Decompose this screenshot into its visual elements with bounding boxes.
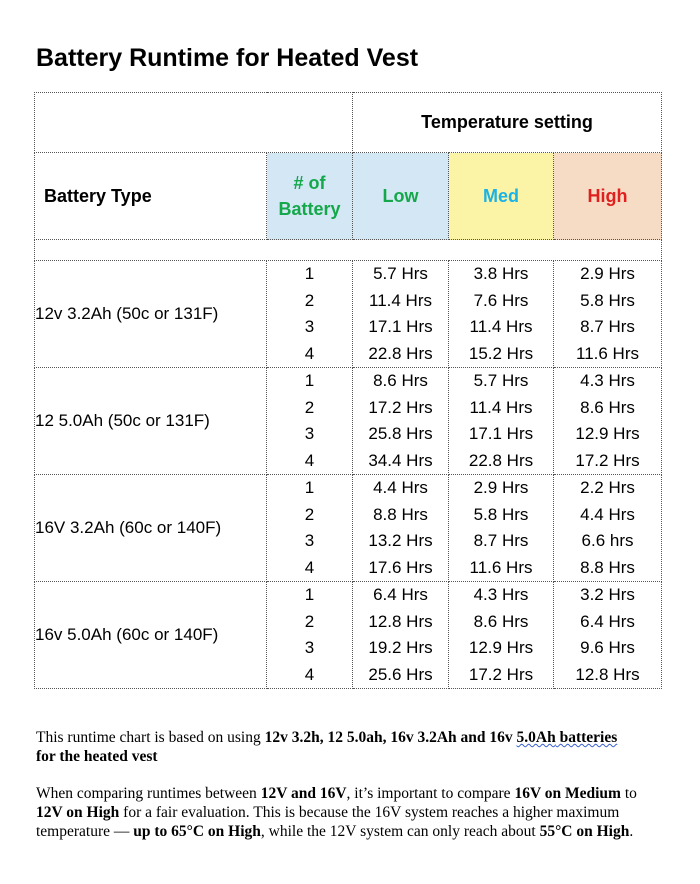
comparison-note	[36, 784, 664, 841]
runtime-value: 8.7 Hrs	[473, 531, 529, 550]
med-header: Med	[449, 153, 554, 240]
battery-count-cell	[267, 261, 353, 368]
count-value: 3	[304, 638, 315, 657]
temperature-header-row	[35, 93, 662, 153]
runtime-value: 11.6 Hrs	[469, 557, 533, 577]
med-runtime-cell	[449, 475, 554, 582]
runtime-value: 8.8 Hrs	[580, 557, 635, 577]
runtime-value: 7.6 Hrs	[473, 290, 529, 310]
runtime-basis-note	[36, 728, 664, 766]
runtime-value: 8.7 Hrs	[580, 317, 635, 336]
table-row	[35, 582, 662, 689]
battery-count-cell	[267, 368, 353, 475]
table-row	[35, 261, 662, 368]
high-runtime-cell	[554, 261, 662, 368]
battery-count-header	[267, 153, 353, 240]
battery-type-cell: 16v 5.0Ah (60c or 140F)	[35, 582, 267, 689]
high-runtime-cell	[554, 582, 662, 689]
runtime-value: 17.2 Hrs	[575, 450, 640, 470]
count-value: 4	[304, 450, 315, 470]
battery-type-cell: 12 5.0Ah (50c or 131F)	[35, 368, 267, 475]
count-value: 2	[304, 397, 315, 417]
note-bold-text: 55°C on High	[539, 823, 630, 840]
runtime-value: 9.6 Hrs	[580, 638, 635, 657]
note-text: for a fair evaluation. This is because the 16V system reaches a higher maximum temperature —	[36, 804, 620, 840]
runtime-value: 6.6 hrs	[581, 531, 634, 550]
note-text: When comparing runtimes between	[36, 785, 261, 802]
count-value: 2	[304, 504, 315, 524]
runtime-value: 22.8 Hrs	[368, 343, 433, 363]
high-header: High	[554, 153, 662, 240]
blank-corner-cell	[35, 93, 353, 153]
runtime-value: 11.4 Hrs	[369, 290, 432, 310]
count-value: 3	[304, 317, 315, 336]
count-value: 2	[304, 611, 315, 631]
spacer-cell	[35, 240, 662, 261]
med-runtime-cell	[449, 368, 554, 475]
count-value: 1	[304, 371, 315, 390]
runtime-value: 25.6 Hrs	[368, 664, 433, 684]
count-value: 3	[304, 531, 315, 550]
med-runtime-cell	[449, 261, 554, 368]
low-runtime-cell	[353, 475, 449, 582]
runtime-value: 8.8 Hrs	[373, 504, 428, 524]
count-value: 4	[304, 557, 315, 577]
battery-count-cell	[267, 475, 353, 582]
note-bold-text: 12V on High	[36, 804, 120, 821]
note-bold-text-spellcheck: batteries	[555, 729, 618, 746]
count-value: 2	[304, 290, 315, 310]
note-text: .	[629, 823, 634, 840]
count-value: 1	[304, 264, 315, 283]
note-bold-text: up to 65°C on High	[133, 823, 261, 840]
runtime-value: 11.4 Hrs	[469, 397, 533, 417]
runtime-value: 17.6 Hrs	[368, 557, 433, 577]
runtime-value: 11.6 Hrs	[576, 343, 639, 363]
runtime-value: 4.4 Hrs	[373, 478, 428, 497]
runtime-value: 11.4 Hrs	[469, 317, 533, 336]
runtime-value: 25.8 Hrs	[368, 424, 433, 443]
note-text: to	[620, 785, 637, 802]
runtime-value: 12.8 Hrs	[575, 664, 640, 684]
high-runtime-cell	[554, 475, 662, 582]
runtime-value: 6.4 Hrs	[373, 585, 428, 604]
runtime-value: 34.4 Hrs	[368, 450, 433, 470]
high-runtime-cell	[554, 368, 662, 475]
runtime-value: 5.7 Hrs	[473, 371, 529, 390]
runtime-value: 3.2 Hrs	[580, 585, 635, 604]
note-bold-text-spellcheck: 5.0Ah	[516, 729, 556, 746]
runtime-value: 6.4 Hrs	[580, 611, 635, 631]
runtime-value: 12.8 Hrs	[368, 611, 433, 631]
temperature-setting-header: Temperature setting	[353, 93, 662, 153]
count-value: 4	[304, 343, 315, 363]
count-value: 3	[304, 424, 315, 443]
runtime-value: 8.6 Hrs	[580, 397, 635, 417]
page-title: Battery Runtime for Heated Vest	[36, 44, 419, 72]
runtime-table	[34, 92, 662, 689]
runtime-value: 17.2 Hrs	[468, 664, 534, 684]
note-bold-text: 12v 3.2h, 12 5.0ah, 16v 3.2Ah and 16v	[264, 729, 517, 746]
runtime-value: 2.9 Hrs	[580, 264, 635, 283]
runtime-value: 2.2 Hrs	[580, 478, 635, 497]
runtime-value: 22.8 Hrs	[468, 450, 534, 470]
runtime-value: 13.2 Hrs	[368, 531, 433, 550]
battery-count-header-line2: Battery	[278, 199, 341, 219]
battery-count-header-line1: # of	[293, 173, 326, 193]
runtime-value: 8.6 Hrs	[473, 611, 529, 631]
note-bold-text: for the heated vest	[36, 748, 158, 765]
count-value: 1	[304, 585, 315, 604]
runtime-value: 17.1 Hrs	[468, 424, 534, 443]
table-row	[35, 475, 662, 582]
battery-type-cell: 16V 3.2Ah (60c or 140F)	[35, 475, 267, 582]
runtime-value: 4.4 Hrs	[580, 504, 635, 524]
note-text: , while the 12V system can only reach about	[260, 823, 540, 840]
runtime-value: 4.3 Hrs	[580, 371, 635, 390]
low-runtime-cell	[353, 261, 449, 368]
runtime-value: 17.2 Hrs	[368, 397, 433, 417]
count-value: 4	[304, 664, 315, 684]
battery-count-cell	[267, 582, 353, 689]
spacer-row	[35, 240, 662, 261]
runtime-value: 3.8 Hrs	[473, 264, 529, 283]
runtime-value: 12.9 Hrs	[575, 424, 640, 443]
runtime-value: 15.2 Hrs	[468, 343, 534, 363]
note-bold-text: 16V on Medium	[514, 785, 621, 802]
battery-type-header: Battery Type	[35, 153, 267, 240]
low-runtime-cell	[353, 368, 449, 475]
runtime-value: 8.6 Hrs	[373, 371, 428, 390]
table-row	[35, 368, 662, 475]
runtime-value: 17.1 Hrs	[368, 317, 433, 336]
low-runtime-cell	[353, 582, 449, 689]
runtime-value: 5.7 Hrs	[373, 264, 428, 283]
runtime-value: 2.9 Hrs	[473, 478, 529, 497]
runtime-value: 19.2 Hrs	[368, 638, 433, 657]
count-value: 1	[304, 478, 315, 497]
note-text: This runtime chart is based on using	[36, 729, 265, 746]
battery-type-cell: 12v 3.2Ah (50c or 131F)	[35, 261, 267, 368]
runtime-value: 5.8 Hrs	[580, 290, 635, 310]
column-header-row	[35, 153, 662, 240]
low-header: Low	[353, 153, 449, 240]
note-text: , it’s important to compare	[346, 785, 515, 802]
runtime-value: 12.9 Hrs	[468, 638, 534, 657]
note-bold-text: 12V and 16V	[260, 785, 347, 802]
runtime-value: 5.8 Hrs	[473, 504, 529, 524]
runtime-value: 4.3 Hrs	[473, 585, 529, 604]
med-runtime-cell	[449, 582, 554, 689]
